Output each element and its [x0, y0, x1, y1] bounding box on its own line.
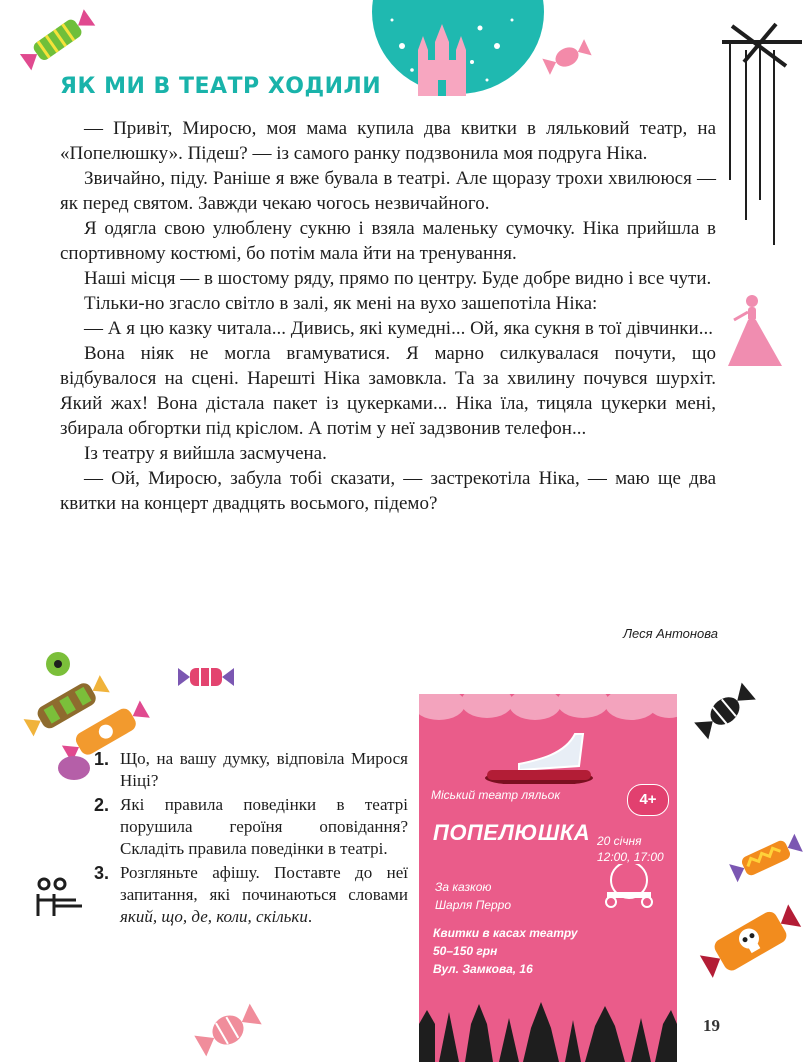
page-number: 19	[703, 1016, 720, 1035]
pink-candy-icon	[190, 996, 266, 1064]
theater-poster	[419, 694, 677, 1062]
story-text	[60, 116, 716, 516]
question-text: Що, на вашу думку, відповіла Мирося Ніці?	[120, 749, 408, 790]
question-item	[96, 862, 408, 928]
striped-candy-icon	[176, 658, 236, 696]
question-number: 2.	[94, 795, 110, 815]
question-number: 3.	[94, 863, 110, 883]
skull-candy-icon	[694, 890, 808, 994]
story-paragraph: Тільки-но згасло світло в залі, як мені на вухо зашепотіла Ніка:	[84, 293, 598, 314]
poster-theater-name: Міський театр ляльок	[431, 788, 560, 802]
puppet-strings-icon	[716, 20, 808, 250]
poster-tickets-info: Квитки в касах театру	[433, 926, 578, 940]
poster-based-on: За казкою	[435, 880, 492, 894]
black-candy-icon	[690, 676, 760, 746]
story-paragraph: Вона ніяк не могла вгамуватися. Я марно силкувалася почути, що відбувалося на сцені. Нарешті Ніка замовкла. Та за хвилину почувся шурхіт. Який жах! Вона дістала пакет із цукерками... Ніка їла, тицяла цукерки мені, збирала обгортки під кріслом. А потім у неї задзвонив телефон...	[60, 343, 716, 439]
author-name: Леся Антонова	[623, 626, 718, 641]
question-text-end: .	[307, 907, 313, 926]
age-rating-badge: 4+	[627, 784, 669, 816]
pair-work-icon	[32, 876, 94, 922]
poster-price: 50–150 грн	[433, 944, 498, 958]
question-text: Які правила поведінки в театрі порушила героїня оповідання? Складіть правила поведінки в театрі.	[120, 795, 408, 858]
poster-date: 20 січня	[597, 834, 642, 848]
page-title: ЯК МИ В ТЕАТР ХОДИЛИ	[60, 74, 382, 99]
question-item	[96, 794, 408, 860]
stars-icon	[372, 0, 544, 100]
orange-candy-icon	[724, 826, 808, 890]
story-paragraph: Звичайно, піду. Раніше я вже бувала в театрі. Але щоразу трохи хвилююся — як перед святом. Завжди чекаю чогось незвичайного.	[60, 168, 716, 214]
question-number: 1.	[94, 749, 110, 769]
carriage-icon	[587, 864, 671, 908]
question-item	[96, 748, 408, 792]
poster-address: Вул. Замкова, 16	[433, 962, 533, 976]
poster-times: 12:00, 17:00	[597, 850, 664, 864]
story-paragraph: Із театру я вийшла засмучена.	[84, 443, 327, 464]
wrapped-candy-icon	[540, 34, 594, 80]
castle-silhouettes-icon	[419, 984, 677, 1062]
story-paragraph: — Привіт, Миросю, моя мама купила два квитки в ляльковий театр, на «Попелюшку». Підеш? — із самого ранку подзвонила моя подруга Ніка.	[60, 118, 716, 164]
story-paragraph: Наші місця — в шостому ряду, прямо по центру. Буде добре видно і все чути.	[84, 268, 712, 289]
candy-icon	[14, 2, 100, 76]
story-paragraph: — А я цю казку читала... Дивись, які кумедні... Ой, яка сукня в тої дівчинки...	[84, 318, 713, 339]
story-paragraph: Я одягла свою улюблену сукню і взяла маленьку сумочку. Ніка прийшла в спортивному костюмі, бо потім мала йти на тренування.	[60, 218, 716, 264]
princess-silhouette-icon	[726, 292, 784, 368]
poster-title: ПОПЕЛЮШКА	[433, 820, 591, 845]
poster-author: Шарля Перро	[435, 898, 512, 912]
question-keywords: який, що, де, коли, скільки	[120, 907, 308, 926]
questions-list	[96, 748, 408, 930]
story-paragraph: — Ой, Миросю, забула тобі сказати, — застрекотіла Ніка, — маю ще два квитки на концерт двадцять восьмого, підемо?	[60, 468, 716, 514]
glass-slipper-icon	[479, 694, 619, 784]
question-text: Розгляньте афішу. Поставте до неї запитання, які починаються словами	[120, 863, 408, 904]
